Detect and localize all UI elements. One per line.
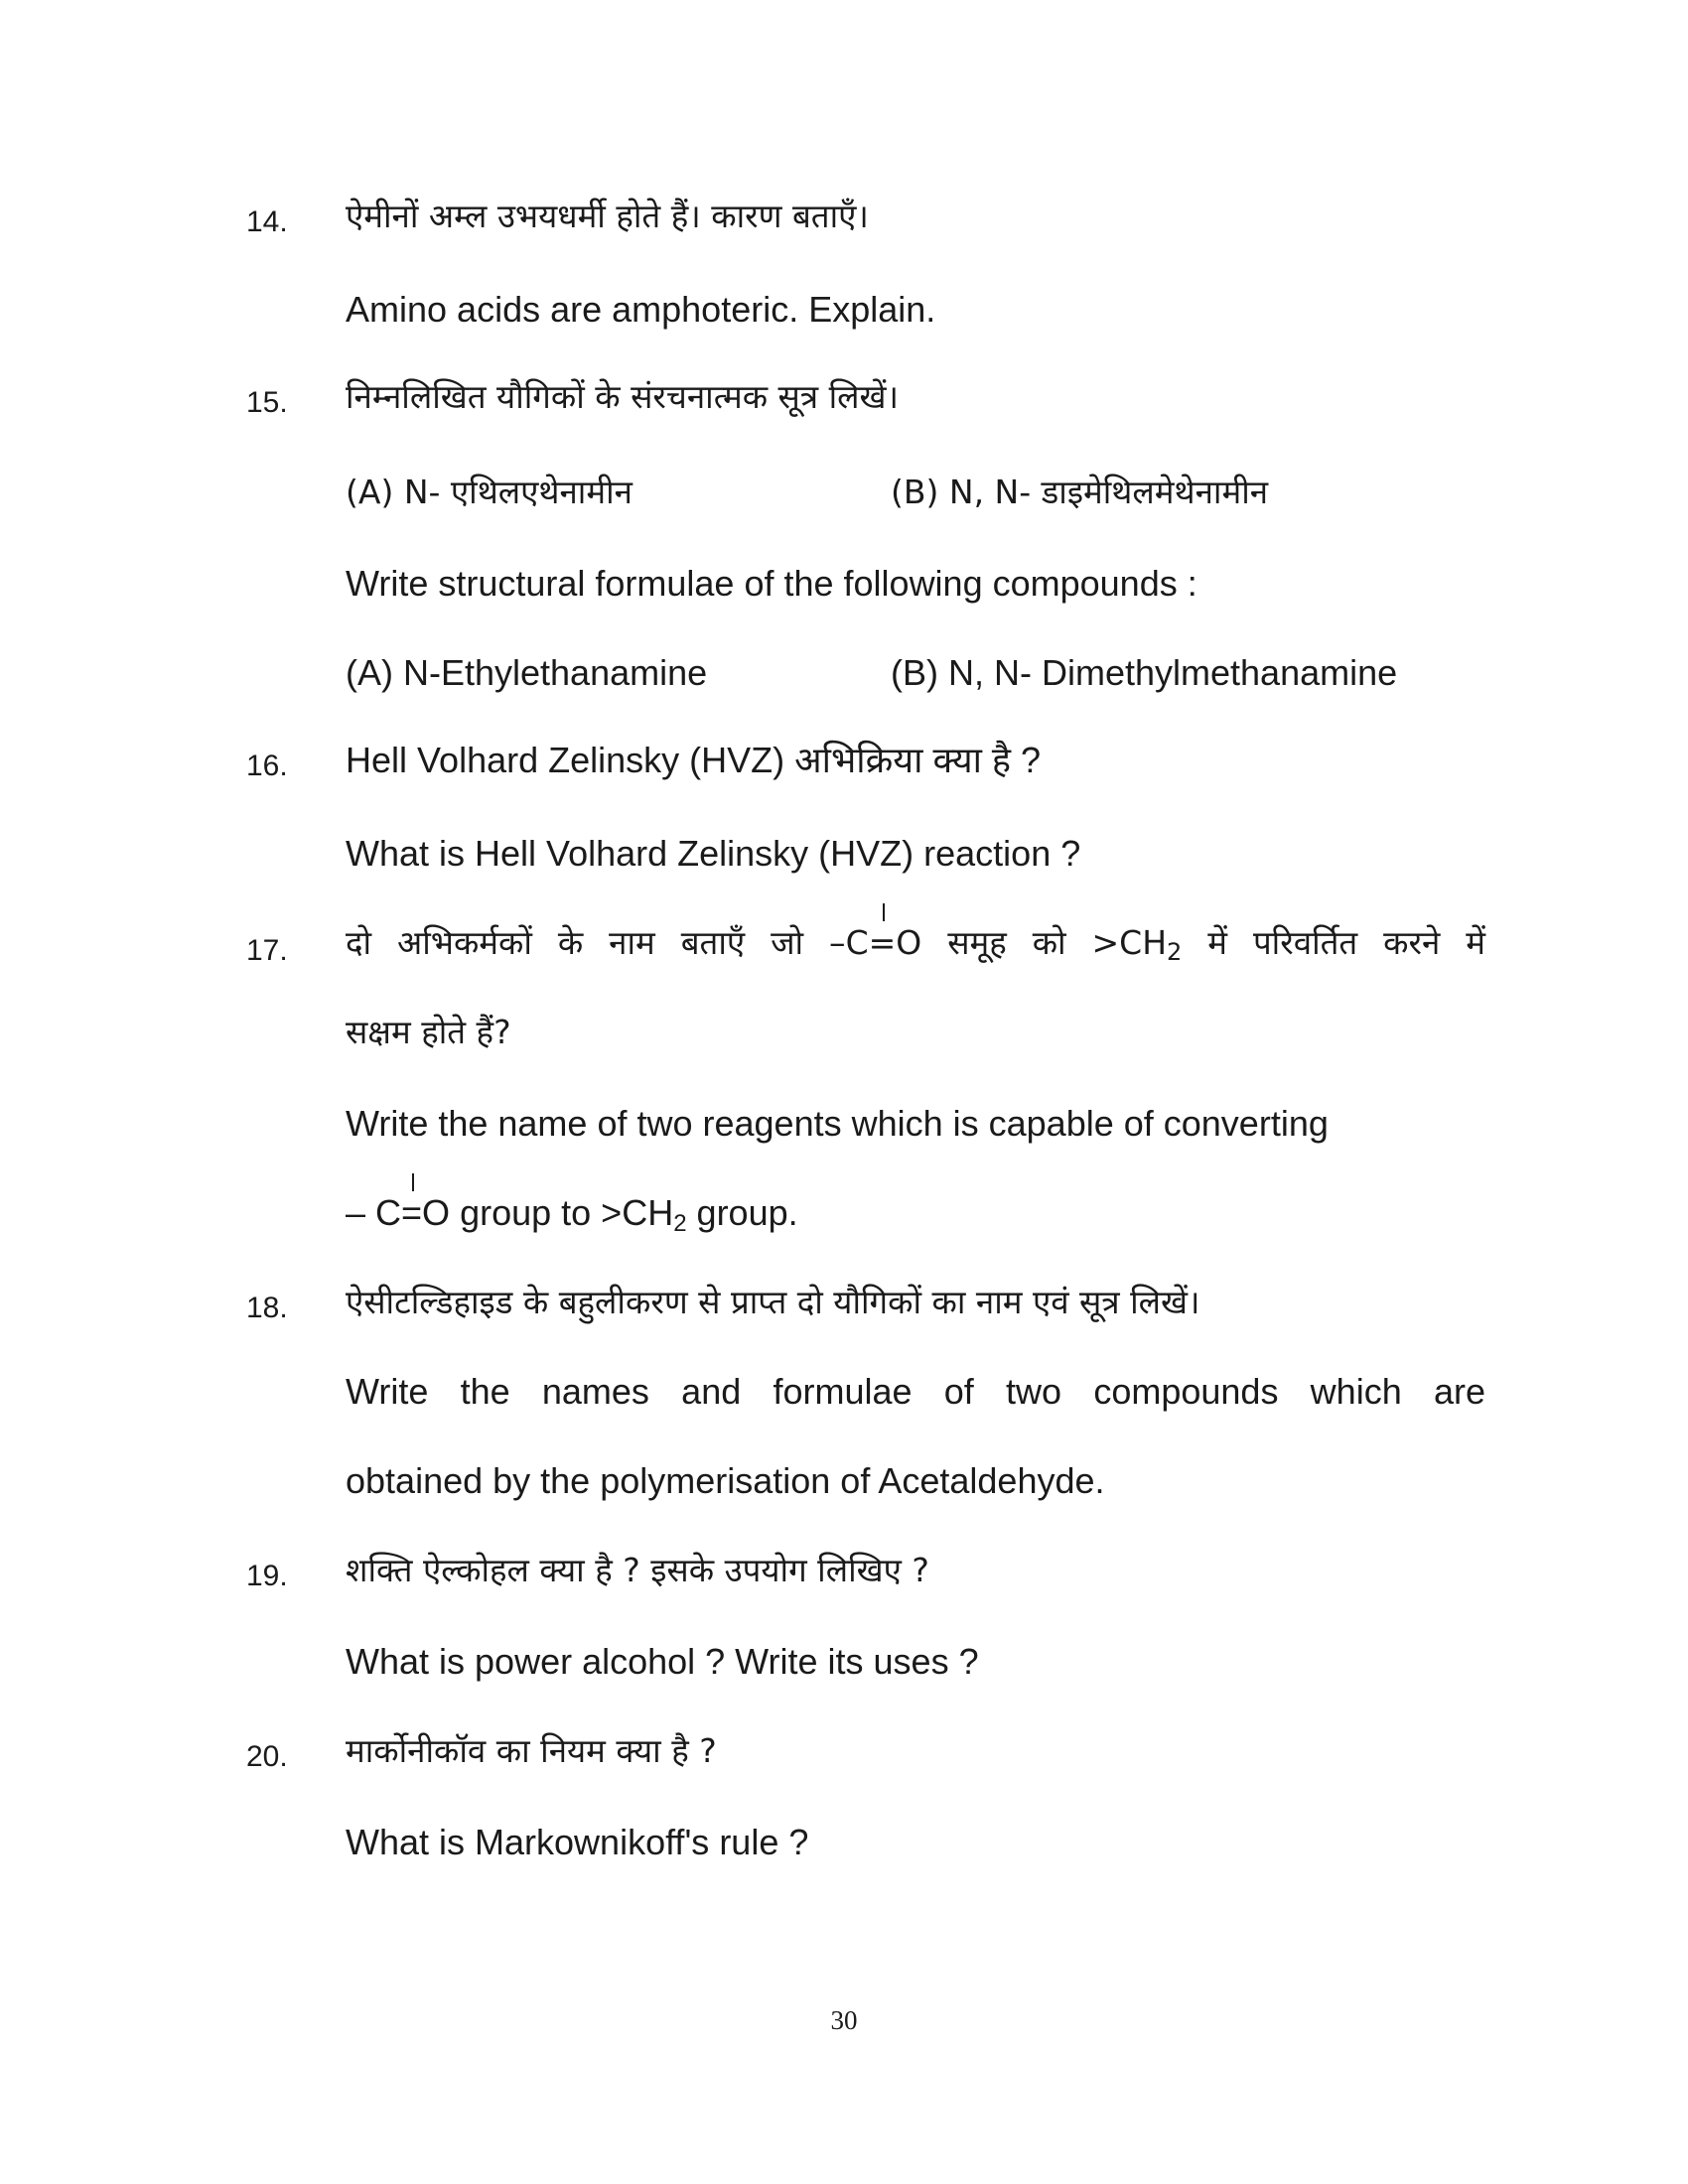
hindi-text: दो अभिकर्मकों के नाम बताएँ जो – xyxy=(346,923,846,962)
question-english: Write structural formulae of the following compounds : xyxy=(346,563,1197,604)
option-b-english: (B) N, N- Dimethylmethanamine xyxy=(891,652,1398,693)
question-number: 19. xyxy=(246,1560,288,1592)
question-english: Amino acids are amphoteric. Explain. xyxy=(346,289,936,330)
question-number: 17. xyxy=(246,934,288,967)
question-number: 18. xyxy=(246,1292,288,1324)
hindi-text-mid: समूह को >CH xyxy=(947,923,1168,962)
english-text: group. xyxy=(686,1192,798,1233)
option-b-hindi: (B) N, N- डाइमेथिलमेथेनामीन xyxy=(891,473,1269,511)
english-text: group to >CH xyxy=(450,1192,674,1233)
question-hindi-line1 xyxy=(346,921,1485,965)
subscript: 2 xyxy=(673,1210,687,1237)
carbonyl-text: C=O xyxy=(375,1192,451,1233)
bond-line xyxy=(883,903,885,921)
subscript: 2 xyxy=(1167,938,1183,966)
question-english: What is power alcohol ? Write its uses ? xyxy=(346,1641,979,1682)
question-hindi: शक्ति ऐल्कोहल क्या है ? इसके उपयोग लिखिए ? xyxy=(346,1551,929,1589)
question-number: 15. xyxy=(246,386,288,419)
question-english-line2: obtained by the polymerisation of Acetaldehyde. xyxy=(346,1460,1105,1501)
carbonyl-group xyxy=(846,921,922,965)
question-english: What is Hell Volhard Zelinsky (HVZ) reaction ? xyxy=(346,833,1081,874)
question-hindi: ऐसीटल्डिहाइड के बहुलीकरण से प्राप्त दो यौगिकों का नाम एवं सूत्र लिखें। xyxy=(346,1283,1200,1321)
option-a-hindi: (A) N- एथिलएथेनामीन xyxy=(346,473,633,511)
question-number: 16. xyxy=(246,750,288,782)
question-hindi: मार्कोनीकॉव का नियम क्या है ? xyxy=(346,1731,717,1770)
option-a-english: (A) N-Ethylethanamine xyxy=(346,652,708,693)
question-english-line2 xyxy=(346,1191,798,1235)
hindi-text xyxy=(947,923,1183,966)
question-english-line1: Write the names and formulae of two compounds which are xyxy=(346,1371,1485,1412)
question-hindi: निम्नलिखित यौगिकों के संरचनात्मक सूत्र लिखें। xyxy=(346,377,899,416)
carbonyl-text: C=O xyxy=(845,923,922,962)
question-english: What is Markownikoff's rule ? xyxy=(346,1822,809,1862)
carbonyl-group xyxy=(375,1191,450,1235)
bond-line xyxy=(412,1173,414,1191)
hindi-text: में परिवर्तित करने में xyxy=(1207,923,1486,962)
question-hindi: ऐमीनों अम्ल उभयधर्मी होते हैं। कारण बताएँ। xyxy=(346,197,869,235)
question-english-line1: Write the name of two reagents which is capable of converting xyxy=(346,1103,1329,1144)
question-hindi-line2: सक्षम होते हैं? xyxy=(346,1013,511,1051)
question-number: 20. xyxy=(246,1740,288,1773)
english-text: – xyxy=(346,1192,376,1233)
question-hindi: Hell Volhard Zelinsky (HVZ) अभिक्रिया क्या है ? xyxy=(346,740,1042,780)
question-number: 14. xyxy=(246,205,288,238)
page-number: 30 xyxy=(830,2005,858,2035)
